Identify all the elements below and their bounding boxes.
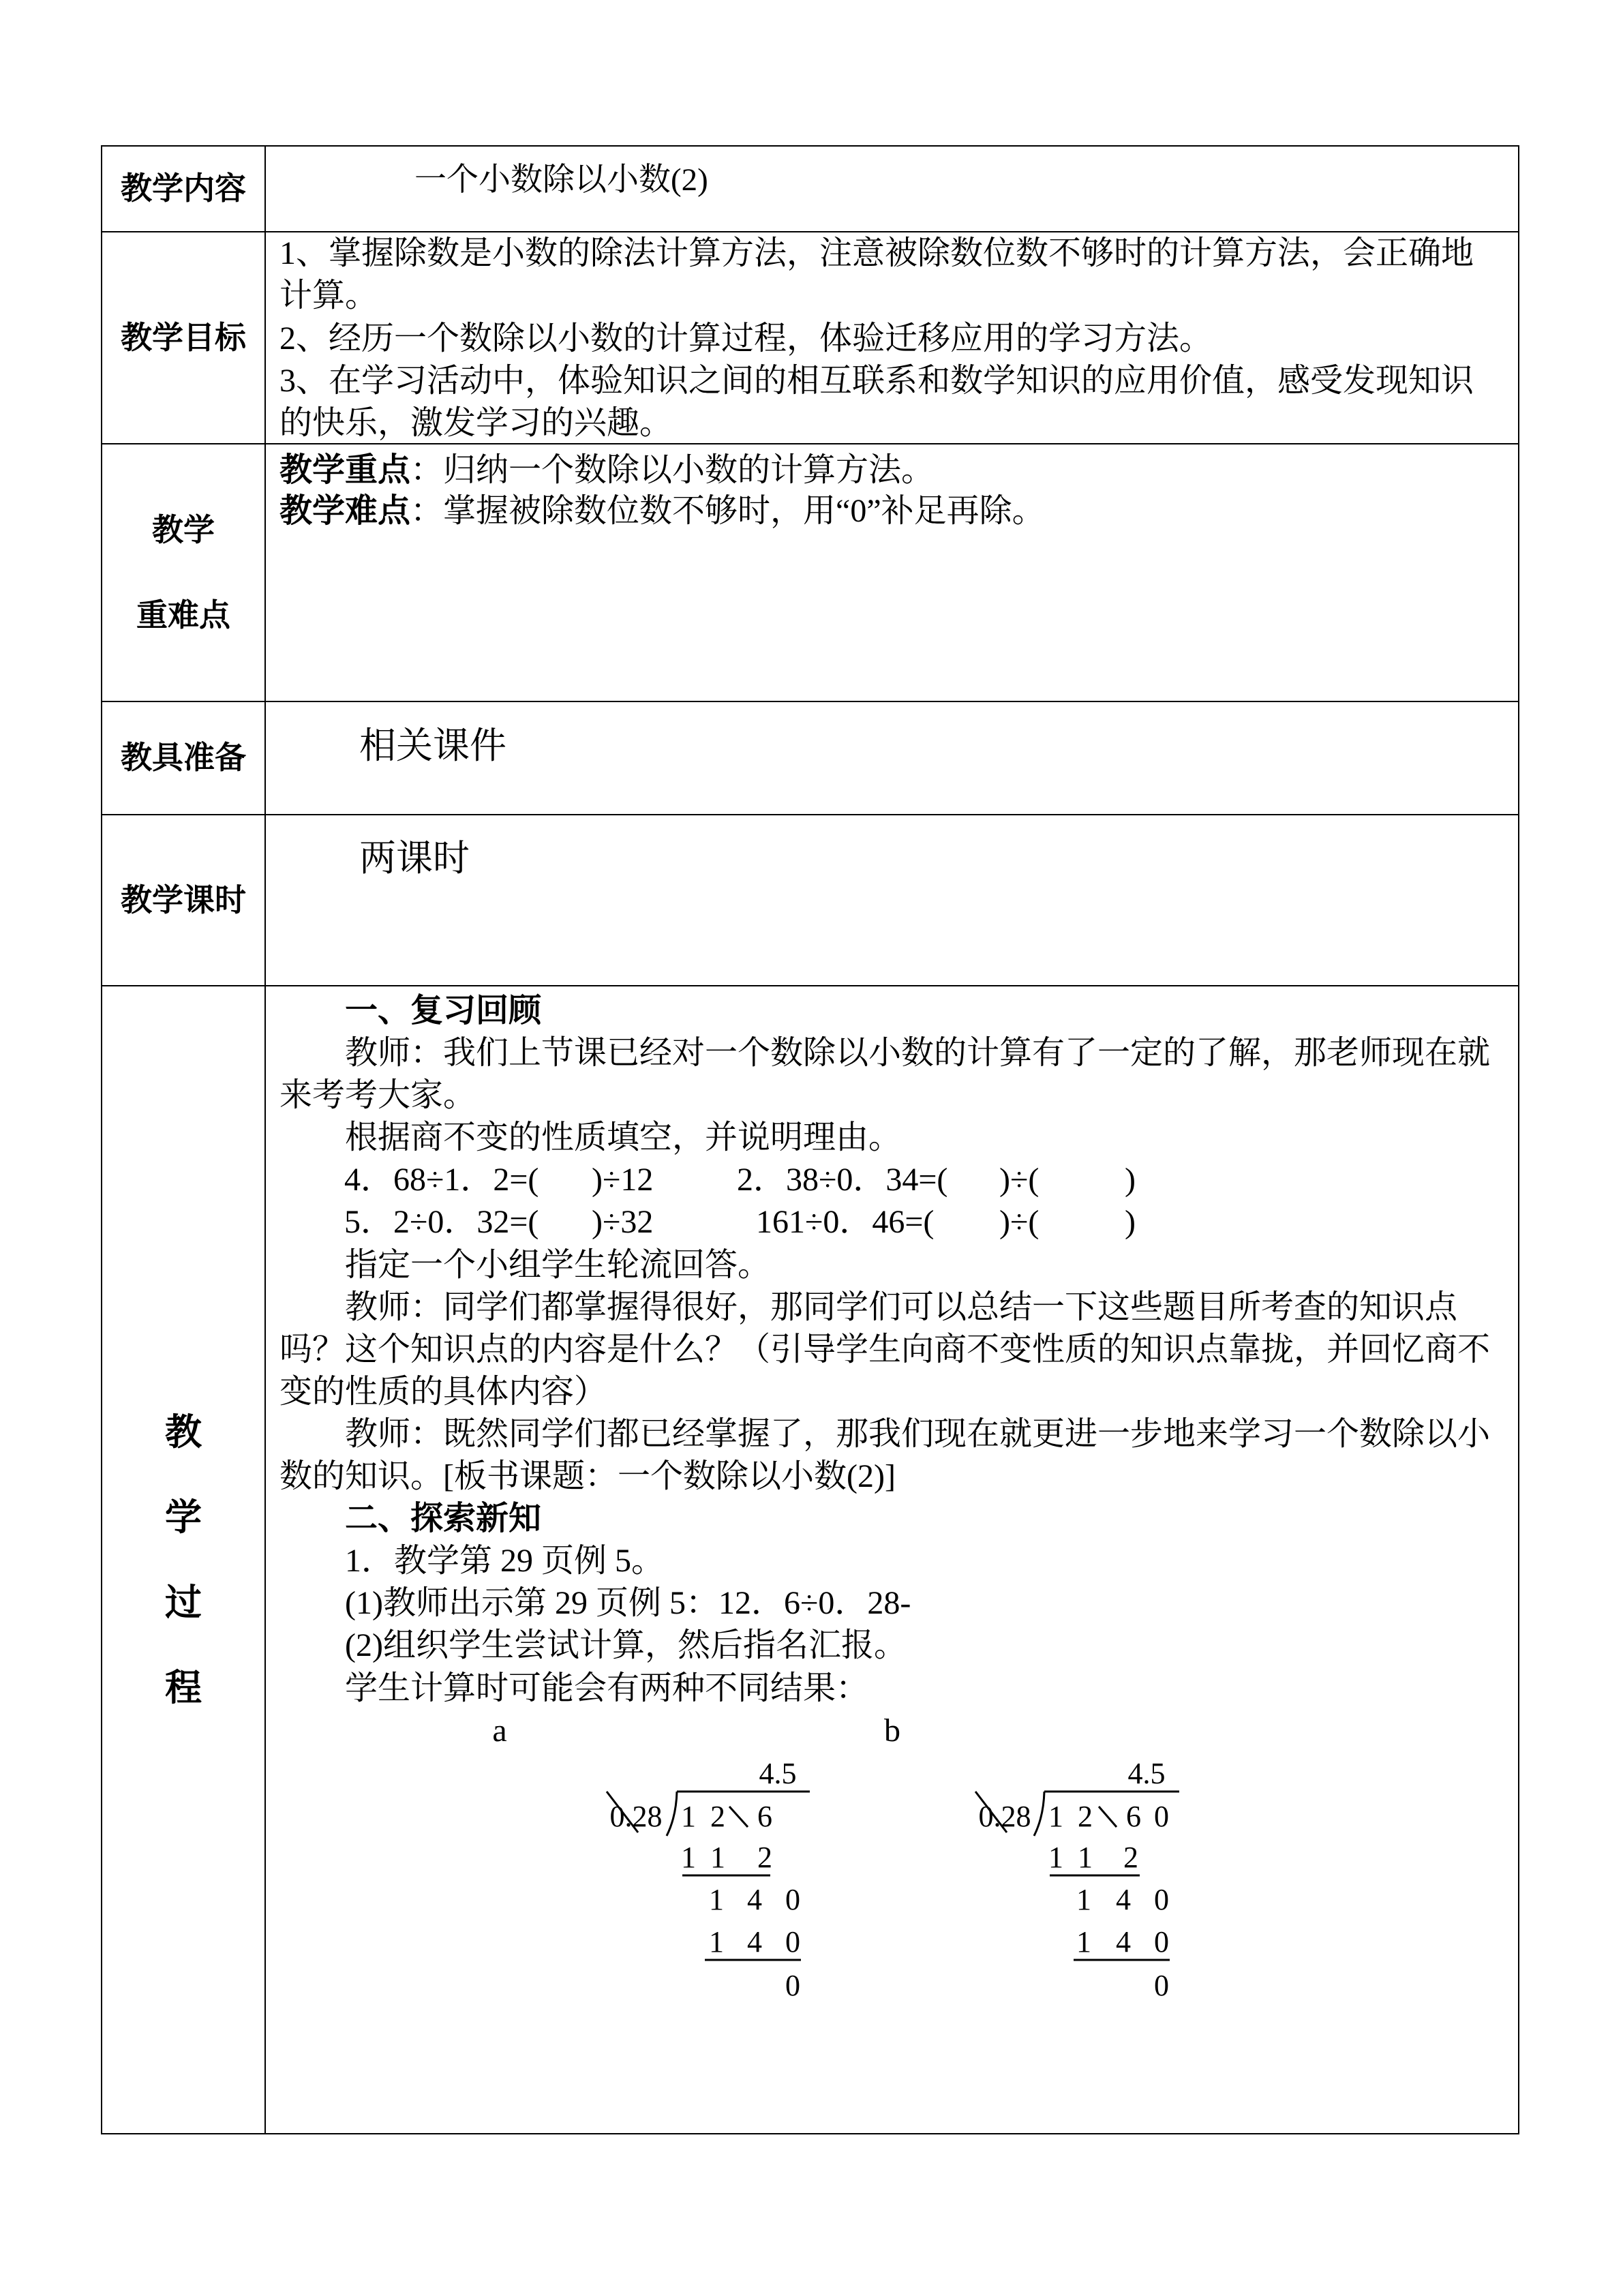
step-digit: 4 — [747, 1883, 762, 1916]
example-label-b: b — [884, 1712, 900, 1749]
process-label-char: 教 — [165, 1411, 202, 1453]
dividend-digit: 1 — [1048, 1800, 1063, 1833]
objective-line: 3、在学习活动中，体验知识之间的相互联系和数学知识的应用价值，感受发现知识 — [279, 362, 1474, 399]
exercise-segment: ) — [1125, 1204, 1136, 1241]
objective-line: 的快乐，激发学习的兴趣。 — [279, 405, 673, 442]
explore-line: (1)教师出示第 29 页例 5：12．6÷0．28- — [345, 1585, 911, 1622]
dividend-digit: 2 — [710, 1800, 725, 1833]
discussion-line: 指定一个小组学生轮流回答。 — [345, 1246, 771, 1283]
exercise-segment: )÷( — [999, 1204, 1040, 1241]
materials-value: 相关课件 — [359, 725, 506, 766]
quotient: 4.5 — [759, 1757, 797, 1790]
exercise-segment: )÷32 — [592, 1204, 654, 1241]
key-points-label-line: 教学 — [152, 513, 215, 547]
difficulty-label: 教学难点 — [279, 493, 411, 529]
step-digit: 1 — [681, 1841, 696, 1874]
step-digit: 1 — [1076, 1883, 1091, 1916]
process-label-char: 学 — [165, 1496, 202, 1538]
division-bracket-a — [667, 1792, 677, 1836]
lesson-title: 一个小数除以小数(2) — [414, 162, 708, 198]
exercise-segment: 5．2÷0．32=( — [344, 1204, 539, 1241]
exercise-segment: )÷12 — [592, 1162, 654, 1198]
step-digit: 1 — [1048, 1841, 1063, 1874]
discussion-line: 数的知识。[板书课题：一个数除以小数(2)] — [279, 1458, 896, 1495]
dividend-digit: 6 — [757, 1800, 772, 1833]
dividend-digit: 6 — [1126, 1800, 1141, 1833]
quotient: 4.5 — [1127, 1757, 1166, 1790]
step-digit: 1 — [710, 1841, 725, 1874]
exercise-segment: ) — [1125, 1162, 1136, 1198]
discussion-line: 变的性质的具体内容） — [279, 1373, 607, 1410]
objective-line: 1、掌握除数是小数的除法计算方法，注意被除数位数不够时的计算方法，会正确地 — [279, 235, 1474, 271]
divisor: 0.28 — [978, 1800, 1031, 1833]
step-digit: 1 — [709, 1925, 724, 1959]
objective-line: 2、经历一个数除以小数的计算过程，体验迁移应用的学习方法。 — [279, 320, 1213, 357]
review-line: 根据商不变的性质填空，并说明理由。 — [345, 1119, 902, 1156]
division-bracket-b — [1034, 1792, 1044, 1836]
dividend-digit: 1 — [681, 1800, 696, 1833]
process-label-char: 程 — [165, 1667, 202, 1708]
step-digit: 2 — [757, 1841, 772, 1874]
explore-line: 学生计算时可能会有两种不同结果： — [345, 1670, 869, 1706]
example-label-a: a — [492, 1712, 507, 1749]
focus-text: ：归纳一个数除以小数的计算方法。 — [410, 452, 935, 488]
dividend-digit: 0 — [1154, 1800, 1169, 1833]
process-label-char: 过 — [165, 1582, 202, 1623]
divisor: 0.28 — [609, 1800, 663, 1833]
exercise-segment: 161÷0．46=( — [756, 1204, 935, 1241]
exercise-segment: 4．68÷1．2=( — [344, 1162, 539, 1198]
explore-line: (2)组织学生尝试计算，然后指名汇报。 — [345, 1627, 907, 1664]
step-digit: 1 — [1076, 1925, 1091, 1959]
step-digit: 0 — [785, 1925, 800, 1959]
focus-label: 教学重点 — [279, 452, 411, 488]
discussion-line: 吗？这个知识点的内容是什么？（引导学生向商不变性质的知识点靠拢，并回忆商不 — [279, 1331, 1491, 1368]
materials-label: 教具准备 — [121, 740, 246, 775]
step-digit: 1 — [709, 1883, 724, 1916]
step-digit: 2 — [1123, 1841, 1138, 1874]
decimal-shift-mark-a — [729, 1807, 748, 1827]
divisor-strike-a — [607, 1792, 638, 1832]
periods-value: 两课时 — [359, 838, 470, 879]
step-digit: 1 — [1078, 1841, 1093, 1874]
explore-heading: 二、探索新知 — [345, 1500, 542, 1537]
objectives-label: 教学目标 — [121, 320, 246, 355]
remainder-digit: 0 — [785, 1969, 800, 2002]
discussion-line: 教师：既然同学们都已经掌握了，那我们现在就更进一步地来学习一个数除以小 — [345, 1415, 1491, 1452]
objective-line: 计算。 — [279, 277, 378, 314]
periods-label: 教学课时 — [121, 882, 246, 918]
explore-line: 1．教学第 29 页例 5。 — [345, 1543, 665, 1580]
step-digit: 4 — [747, 1925, 762, 1959]
exercise-segment: 2．38÷0．34=( — [737, 1162, 948, 1198]
content-label: 教学内容 — [121, 171, 246, 206]
key-points-label-line: 重难点 — [136, 598, 230, 633]
review-heading: 一、复习回顾 — [345, 993, 542, 1029]
step-digit: 0 — [1154, 1925, 1169, 1959]
step-digit: 0 — [785, 1883, 800, 1916]
step-digit: 4 — [1116, 1925, 1131, 1959]
divisor-strike-b — [975, 1792, 1007, 1832]
remainder-digit: 0 — [1154, 1969, 1169, 2002]
difficulty-text: ：掌握被除数位数不够时，用“0”补足再除。 — [410, 493, 1045, 529]
exercise-segment: )÷( — [999, 1162, 1040, 1198]
decimal-shift-mark-b — [1099, 1807, 1117, 1827]
dividend-digit: 2 — [1078, 1800, 1093, 1833]
discussion-line: 教师：同学们都掌握得很好，那同学们可以总结一下这些题目所考查的知识点 — [345, 1288, 1458, 1325]
step-digit: 0 — [1154, 1883, 1169, 1916]
review-line: 来考考大家。 — [279, 1077, 476, 1114]
review-line: 教师：我们上节课已经对一个数除以小数的计算有了一定的了解，那老师现在就 — [345, 1035, 1491, 1072]
step-digit: 4 — [1116, 1883, 1131, 1916]
